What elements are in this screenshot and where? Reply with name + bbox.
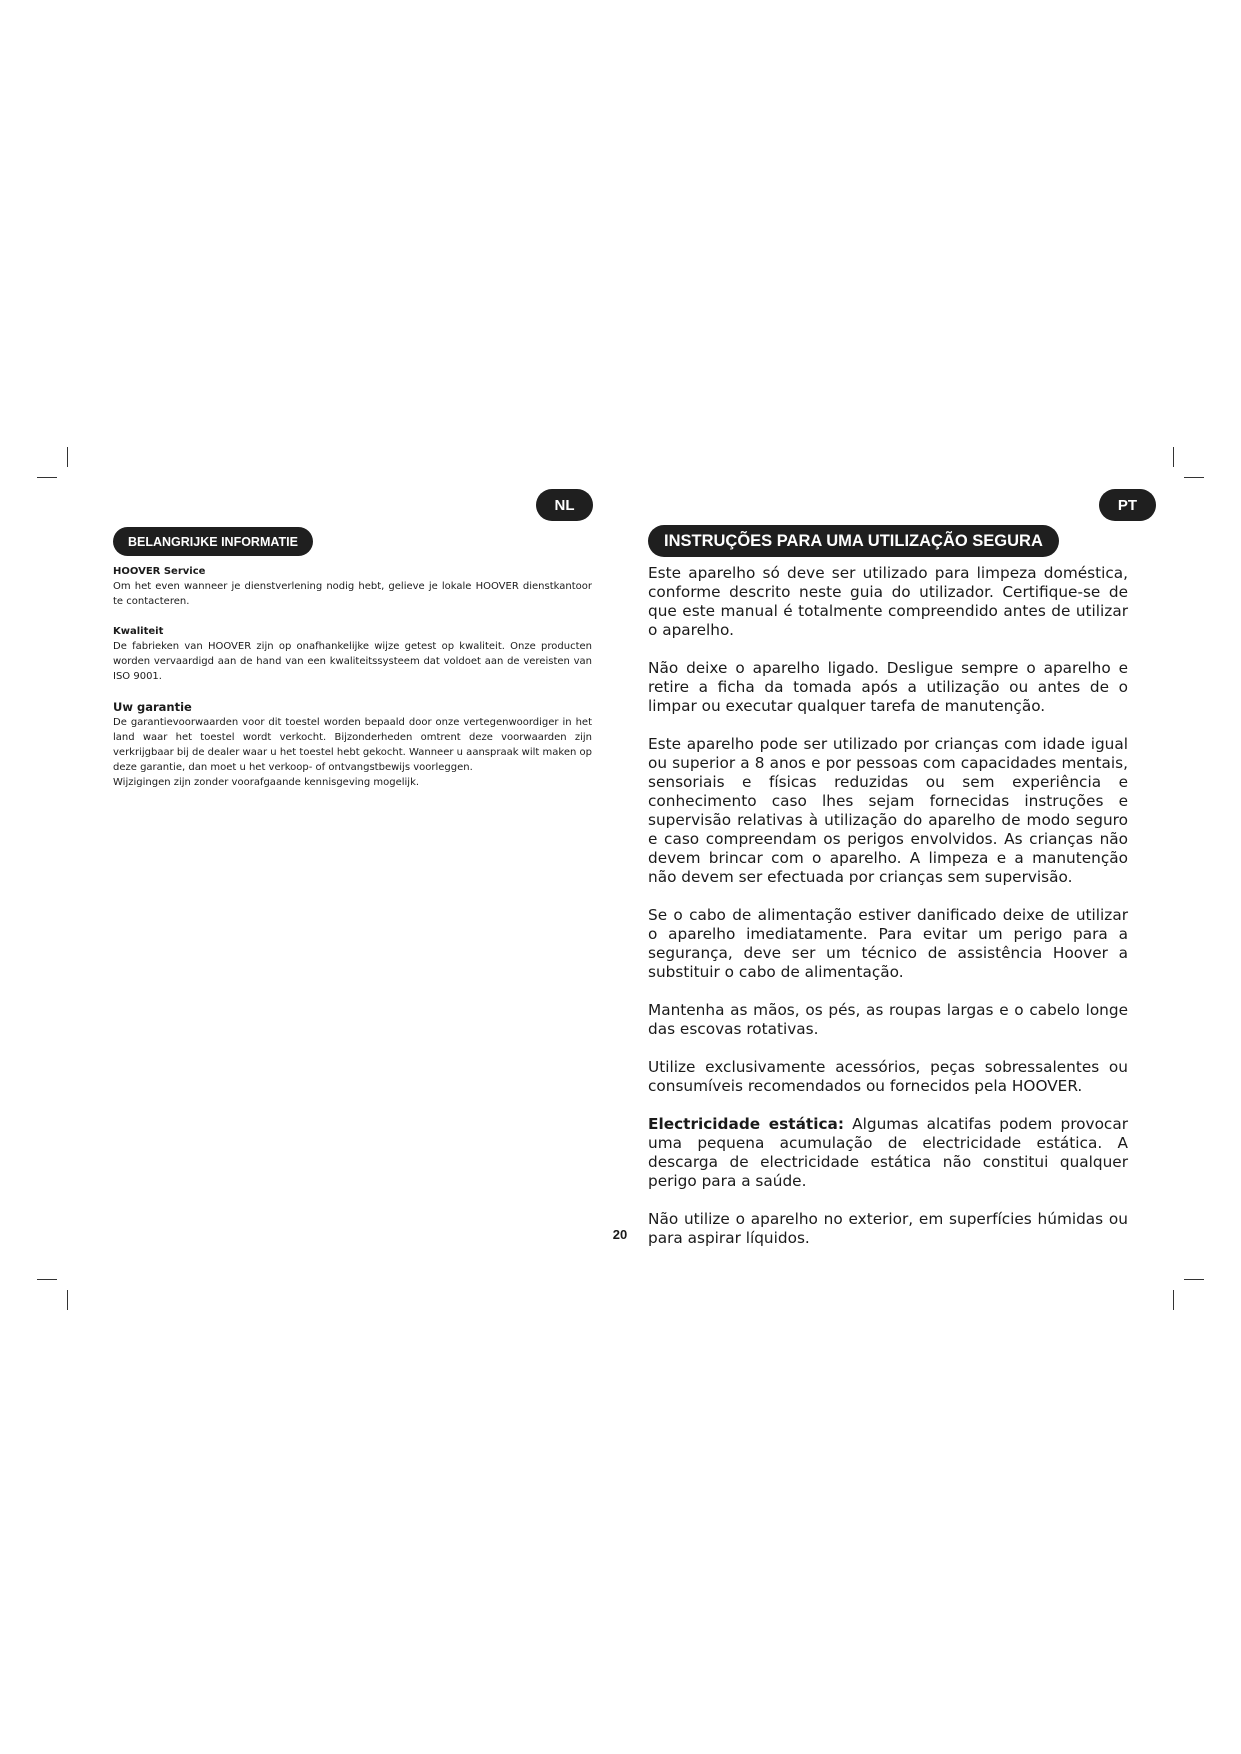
static-electricity-paragraph [648,1115,1128,1191]
pt-paragraph-last: Não utilize o aparelho no exterior, em superfícies húmidas ou para aspirar líquidos. [648,1210,1128,1247]
hoover-service-text: Om het even wanneer je dienstverlening nodig hebt, gelieve je lokale HOOVER dienstkantoor te contacteren. [113,581,592,607]
section-title-pt: INSTRUÇÕES PARA UMA UTILIZAÇÃO SEGURA [648,525,1059,557]
pt-paragraph: Utilize exclusivamente acessórios, peças sobressalentes ou consumíveis recomendados ou fornecidos pela HOOVER. [648,1058,1128,1095]
language-badge-nl: NL [536,489,593,521]
crop-mark-top-left-h [37,477,57,478]
section-title-nl: BELANGRIJKE INFORMATIE [113,527,313,556]
crop-mark-bottom-left-v [67,1290,68,1310]
portuguese-column [648,564,1128,1267]
page-number: 20 [612,1227,628,1242]
pt-paragraph: Se o cabo de alimentação estiver danificado deixe de utilizar o aparelho imediatamente. Para evitar um perigo para a segurança, deve ser um técnico de assistência Hoover a substituir o cabo de alimentação. [648,906,1128,981]
kwaliteit-heading: Kwaliteit [113,626,164,637]
pt-paragraph: Mantenha as mãos, os pés, as roupas largas e o cabelo longe das escovas rotativas. [648,1001,1128,1038]
kwaliteit-text: De fabrieken van HOOVER zijn op onafhankelijke wijze getest op kwaliteit. Onze producten worden vervaardigd aan de hand van een kwaliteitssysteem dat voldoet aan de vereisten van ISO 9001. [113,641,592,682]
crop-mark-top-right-v [1173,447,1174,467]
pt-paragraph: Não deixe o aparelho ligado. Desligue sempre o aparelho e retire a ficha da tomada após a utilização ou antes de o limpar ou executar qualquer tarefa de manutenção. [648,659,1128,715]
pt-paragraph: Este aparelho pode ser utilizado por crianças com idade igual ou superior a 8 anos e por pessoas com capacidades mentais, sensoriais e físicas reduzidas ou sem experiência e conhecimento caso lhes sejam fornecidas instruções e supervisão relativas à utilização do aparelho de modo seguro e caso compreendam os perigos envolvidos. As crianças não devem brincar com o aparelho. A limpeza e a manutenção não devem ser efectuada por crianças sem supervisão. [648,735,1128,886]
crop-mark-bottom-left-h [37,1279,57,1280]
garantie-text: De garantievoorwaarden voor dit toestel worden bepaald door onze vertegenwoordiger in het land waar het toestel wordt verkocht. Bijzonderheden omtrent deze voorwaarden zijn verkrijgbaar bij de dealer waar u het toestel hebt gekocht. Wanneer u aanspraak wilt maken op deze garantie, dan moet u het verkoop- of ontvangstbewijs voorleggen. [113,717,592,773]
hoover-service-heading: HOOVER Service [113,566,206,577]
crop-mark-bottom-right-v [1173,1290,1174,1310]
garantie-heading: Uw garantie [113,700,192,714]
crop-mark-top-left-v [67,447,68,467]
dutch-column [113,564,592,805]
crop-mark-bottom-right-h [1184,1279,1204,1280]
static-electricity-title: Electricidade estática: [648,1115,844,1133]
static-electricity-text: Algumas alcatifas podem provocar uma pequena acumulação de electricidade estática. A descarga de electricidade estática não constitui qualquer perigo para a saúde. [648,1115,1129,1190]
language-badge-pt: PT [1099,489,1156,521]
crop-mark-top-right-h [1184,477,1204,478]
wijzigingen-text: Wijzigingen zijn zonder voorafgaande kennisgeving mogelijk. [113,777,420,788]
pt-paragraph: Este aparelho só deve ser utilizado para limpeza doméstica, conforme descrito neste guia do utilizador. Certifique-se de que este manual é totalmente compreendido antes de utilizar o aparelho. [648,564,1128,639]
